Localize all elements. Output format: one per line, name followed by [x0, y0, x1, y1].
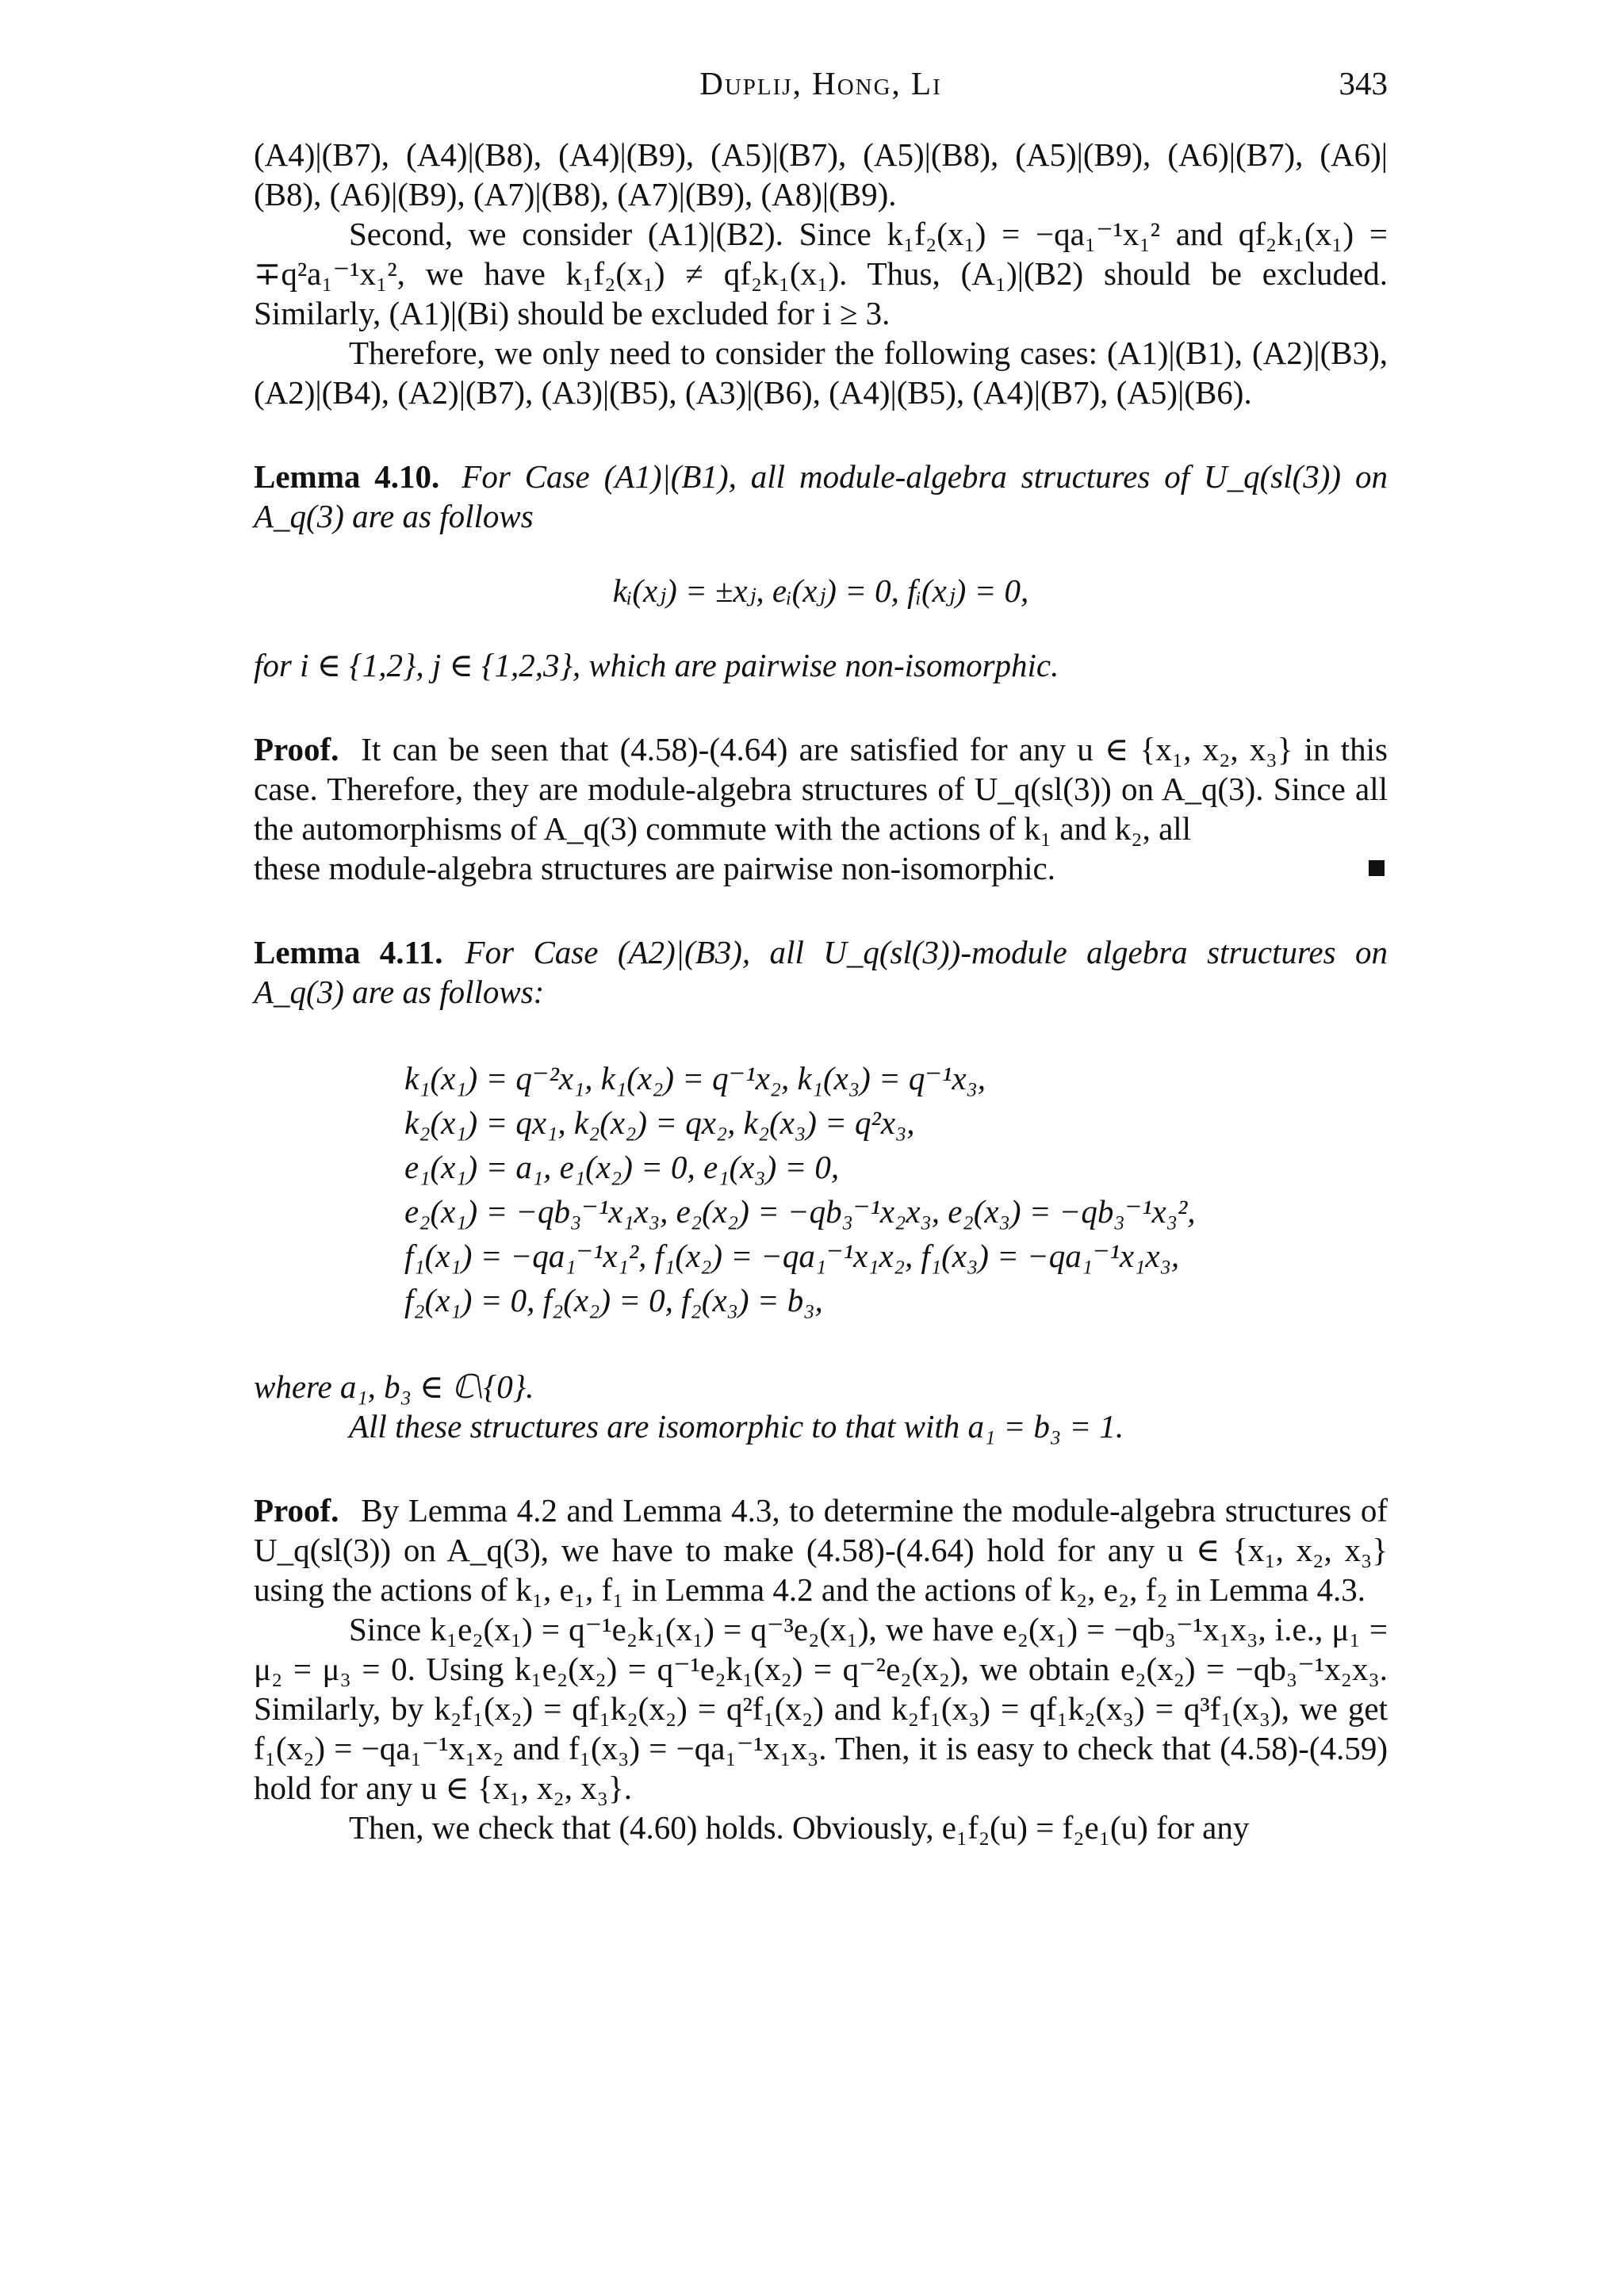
lemma-statement: For Case (A2)|(B3), all U_q(sl(3))-module algebra structures on A_q(3) are as follows:: [254, 934, 1388, 1010]
lemma-4-11: [254, 932, 1388, 1012]
equation-line: f₁(x₁) = −qa₁⁻¹x₁², f₁(x₂) = −qa₁⁻¹x₁x₂, f₁(x₃) = −qa₁⁻¹x₁x₃,: [404, 1238, 1180, 1274]
lemma-4-10: [254, 457, 1388, 536]
equation-line: k₁(x₁) = q⁻²x₁, k₁(x₂) = q⁻¹x₂, k₁(x₃) = q⁻¹x₃,: [404, 1060, 986, 1096]
running-header: [254, 55, 1388, 103]
paragraph-second-case: Second, we consider (A1)|(B2). Since k₁f₂(x₁) = −qa₁⁻¹x₁² and qf₂k₁(x₁) = ∓q²a₁⁻¹x₁², we have k₁f₂(x₁) ≠ qf₂k₁(x₁). Thus, (A₁)|(B2) should be excluded. Similarly, (A1)|(Bi) should be excluded for i ≥ 3.: [254, 216, 1388, 331]
equation-line: e₂(x₁) = −qb₃⁻¹x₁x₃, e₂(x₂) = −qb₃⁻¹x₂x₃, e₂(x₃) = −qb₃⁻¹x₃²,: [404, 1193, 1196, 1230]
proof-body: By Lemma 4.2 and Lemma 4.3, to determine the module-algebra structures of U_q(sl(3)) on A_q(3), we have to make (4.58)-(4.64) hold for any u ∈ {x₁, x₂, x₃} using the actions of k₁, e₁, f₁ in Lemma 4.2 and the actions of k₂, e₂, f₂ in Lemma 4.3.: [254, 1492, 1388, 1608]
proof-body: It can be seen that (4.58)-(4.64) are satisfied for any u ∈ {x₁, x₂, x₃} in this case. Therefore, they are module-algebra structures of U_q(sl(3)) on A_q(3). Since all the automorphisms of A_q(3) commute with the actions of k₁ and k₂, all: [254, 731, 1388, 847]
display-equation: kᵢ(xⱼ) = ±xⱼ, eᵢ(xⱼ) = 0, fᵢ(xⱼ) = 0,: [612, 572, 1029, 609]
proof-paragraph: Since k₁e₂(x₁) = q⁻¹e₂k₁(x₁) = q⁻³e₂(x₁), we have e₂(x₁) = −qb₃⁻¹x₁x₃, i.e., μ₁ = μ₂ = μ₃ = 0. Using k₁e₂(x₂) = q⁻¹e₂k₁(x₂) = q⁻²e₂(x₂), we obtain e₂(x₂) = −qb₃⁻¹x₂x₃. Similarly, by k₂f₁(x₂) = qf₁k₂(x₂) = q²f₁(x₂) and k₂f₁(x₃) = qf₁k₂(x₃) = q³f₁(x₃), we get f₁(x₂) = −qa₁⁻¹x₁x₂ and f₁(x₃) = −qa₁⁻¹x₁x₃. Then, it is easy to check that (4.58)-(4.59) hold for any u ∈ {x₁, x₂, x₃}.: [254, 1611, 1388, 1806]
paragraph-case-list: (A4)|(B7), (A4)|(B8), (A4)|(B9), (A5)|(B7), (A5)|(B8), (A5)|(B9), (A6)|(B7), (A6)|(B8), (A6)|(B9), (A7)|(B8), (A7)|(B9), (A8)|(B9).: [254, 136, 1388, 212]
equation-line: k₂(x₁) = qx₁, k₂(x₂) = qx₂, k₂(x₃) = q²x₃,: [404, 1104, 915, 1141]
lemma-statement: For Case (A1)|(B1), all module-algebra structures of U_q(sl(3)) on A_q(3) are as follows: [254, 458, 1388, 534]
equation-line: e₁(x₁) = a₁, e₁(x₂) = 0, e₁(x₃) = 0,: [404, 1149, 840, 1185]
paper-page: [254, 55, 1388, 1847]
running-title: Duplij, Hong, Li: [699, 65, 942, 101]
proof-heading: Proof.: [254, 1492, 339, 1529]
proof-heading: Proof.: [254, 731, 339, 767]
lemma-heading: Lemma 4.11.: [254, 934, 443, 970]
equation-array: [254, 1056, 1388, 1322]
proof-paragraph: Then, we check that (4.60) holds. Obviously, e₁f₂(u) = f₂e₁(u) for any: [349, 1809, 1250, 1846]
equation-line: f₂(x₁) = 0, f₂(x₂) = 0, f₂(x₃) = b₃,: [404, 1282, 823, 1318]
qed-square-icon: [1369, 860, 1385, 876]
lemma-tail: for i ∈ {1,2}, j ∈ {1,2,3}, which are pairwise non-isomorphic.: [254, 647, 1059, 683]
lemma-heading: Lemma 4.10.: [254, 458, 440, 495]
lemma-isomorphism-note: All these structures are isomorphic to that with a₁ = b₃ = 1.: [349, 1408, 1124, 1445]
proof-4-11: [254, 1490, 1388, 1609]
page-number: 343: [1339, 65, 1388, 101]
paragraph-remaining-cases: Therefore, we only need to consider the following cases: (A1)|(B1), (A2)|(B3), (A2)|(B4), (A2)|(B7), (A3)|(B5), (A3)|(B6), (A4)|(B5), (A4)|(B7), (A5)|(B6).: [254, 335, 1388, 411]
proof-last-line-text: these module-algebra structures are pairwise non-isomorphic.: [254, 850, 1055, 886]
lemma-where-clause: where a₁, b₃ ∈ ℂ\{0}.: [254, 1368, 534, 1405]
proof-last-line: [254, 848, 1388, 888]
proof-4-10: [254, 729, 1388, 848]
